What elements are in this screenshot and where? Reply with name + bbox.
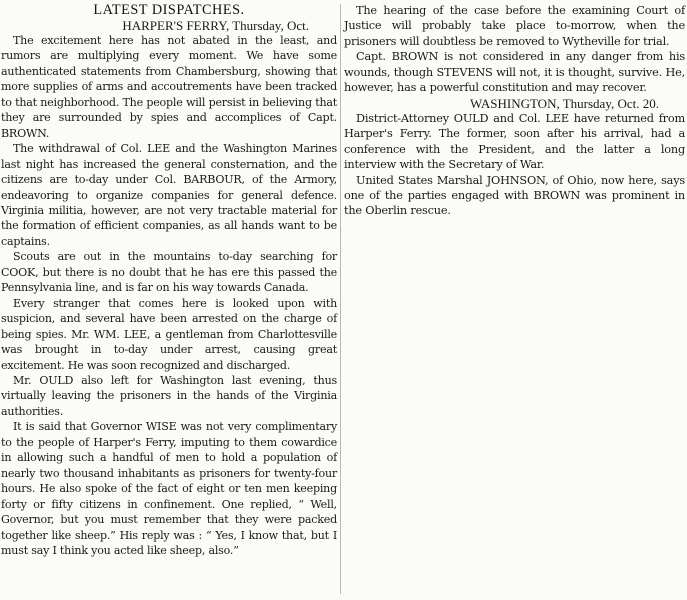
paragraph-marshal-johnson: United States Marshal JOHNSON, of Ohio, now here, says one of the parties engaged with BROWN was prominent in the Oberlin rescue.: [344, 173, 685, 218]
paragraph-withdrawal: The withdrawal of Col. LEE and the Washington Marines last night has increased the general consternation, and the citizens are to-day under Col. BARBOUR, of the Armory, endeavoring to organize companies for general defence. Virginia militia, however, are not very tractable material for the formation of efficient companies, as all hands want to be captains.: [1, 142, 337, 248]
column-left: [1, 3, 337, 558]
column-right: [344, 3, 685, 219]
paragraph-capt-brown: Capt. BROWN is not considered in any danger from his wounds, though STEVENS will not, it is thought, survive. He, however, has a powerful constitution and may recover.: [344, 50, 685, 95]
paragraph-stranger: Every stranger that comes here is looked upon with suspicion, and several have been arrested on the charge of being spies. Mr. WM. LEE, a gentleman from Charlottesville was brought in to-day under arrest, causing great excitement. He was soon recognized and discharged.: [1, 296, 337, 372]
paragraph-district-attorney: District-Attorney OULD and Col. LEE have returned from Harper's Ferry. The former, soon after his arrival, had a conference with the President, and the latter a long interview with the Secretary of War.: [344, 111, 685, 172]
column-divider: [340, 4, 341, 594]
dateline-harpers-ferry: HARPER'S FERRY, Thursday, Oct.: [122, 18, 309, 33]
dateline-washington: WASHINGTON, Thursday, Oct. 20.: [470, 95, 659, 111]
paragraph-excitement: The excitement here has not abated in the least, and rumors are multiplying every moment. We have some authenticated statements from Chambersburg, showing that more supplies of arms and accoutrements have been tracked to that neighborhood. The people will persist in believing that they are surrounded by spies and accomplices of Capt. BROWN.: [1, 34, 337, 140]
headline: LATEST DISPATCHES.: [93, 2, 245, 18]
paragraph-ould-left: Mr. OULD also left for Washington last evening, thus virtually leaving the prisoners in the hands of the Virginia authorities.: [1, 373, 337, 418]
paragraph-hearing: The hearing of the case before the examining Court of Justice will probably take place to-morrow, when the prisoners will doubtless be removed to Wytheville for trial.: [344, 4, 685, 48]
paragraph-scouts: Scouts are out in the mountains to-day searching for COOK, but there is no doubt that he has ere this passed the Pennsylvania line, and is far on his way towards Canada.: [1, 250, 337, 295]
paragraph-governor-wise: It is said that Governor WISE was not very complimentary to the people of Harper's Ferry, imputing to them cowardice in allowing such a handful of men to hold a population of nearly two thousand inhabitants as prisoners for twenty-four hours. He also spoke of the fact of eight or ten men keeping forty or fifty citizens in confinement. One replied, “ Well, Governor, but you must remember that they were packed together like sheep.” His reply was : “ Yes, I know that, but I must say I think you acted like sheep, also.”: [1, 420, 337, 557]
